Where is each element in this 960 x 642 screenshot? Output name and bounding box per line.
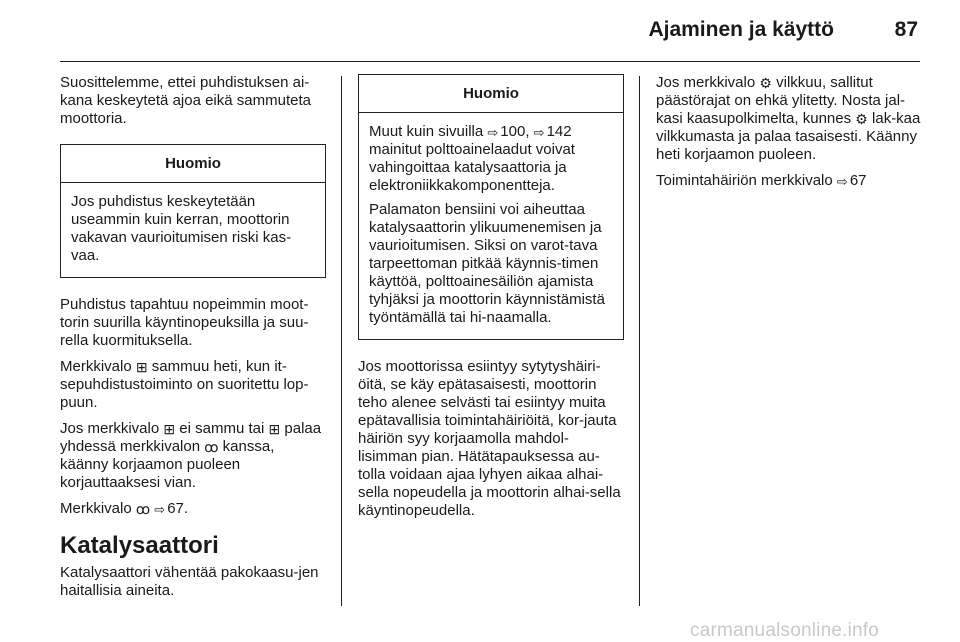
text: Jos merkkivalo [60, 420, 160, 437]
paragraph: Puhdistus tapahtuu nopeimmin moot-torin suurilla käyntinopeuksilla ja suu-rella kuormituksella. [60, 296, 309, 349]
diesel-particulate-filter-icon: ⊞ [163, 421, 176, 437]
note-text: Palamaton bensiini voi aiheuttaa katalysaattorin ylikuumenemisen ja vaurioitumisen. Siksi on varot-tava tarpeettoman pitkää käynnis-timen käyttöä, polttoainesäiliön ajamista tyhjäksi ja moottorin käynnistämistä työntämällä tai hi-naamalla. [369, 201, 605, 326]
section-heading: Katalysaattori [60, 532, 219, 559]
page-header [60, 0, 920, 62]
page-reference-icon[interactable]: ⇨ [533, 125, 545, 140]
paragraph [656, 74, 922, 164]
paragraph: Jos moottorissa esiintyy sytytyshäiri-öitä, se käy epätasaisesti, moottorin teho alenee selvästi tai esiintyy muita epätavallisia toimintahäiriöitä, kor-jauta häiriön syy korjaamolla mahdol-lisimman pian. Hätätapauksessa au-tolla voidaan ajaa lyhyen aikaa alhai-sella nopeudella ja moottorin alhai-sella käyntinopeudella. [358, 358, 621, 519]
note-body [61, 183, 325, 277]
column-divider [639, 76, 640, 606]
text: Jos merkkivalo [656, 74, 756, 91]
watermark: carmanualsonline.info [690, 620, 880, 641]
page-reference[interactable]: 142 [546, 123, 572, 140]
glow-plug-icon: ꝏ [204, 439, 219, 455]
text: kanssa, käänny korjaamon puoleen korjauttaaksesi vian. [60, 438, 275, 491]
note-text: Jos puhdistus keskeytetään useammin kuin kerran, moottorin vakavan vaurioitumisen riski kas-vaa. [71, 193, 292, 264]
note-title: Huomio [61, 145, 325, 183]
page-reference-icon[interactable]: ⇨ [836, 174, 848, 189]
text: vilkkuu, sallitut päästörajat on ehkä ylitetty. Nosta jal-kasi kaasupolkimelta, kunnes [656, 74, 906, 127]
paragraph [60, 420, 326, 492]
engine-check-icon: ⚙ [855, 111, 868, 127]
paragraph: Katalysaattori vähentää pakokaasu-jen haitallisia aineita. [60, 564, 319, 599]
diesel-particulate-filter-icon: ⊞ [135, 359, 148, 375]
note-body [359, 113, 623, 339]
page-reference[interactable]: 100, [500, 123, 530, 140]
text: lak-kaa vilkkumasta ja palaa tasaisesti. Käänny heti korjaamon puoleen. [656, 110, 921, 163]
note-box [358, 74, 624, 340]
page-reference[interactable]: 67. [167, 500, 189, 517]
note-title: Huomio [359, 75, 623, 113]
paragraph [60, 500, 326, 518]
column-left [60, 74, 326, 608]
page-reference-icon[interactable]: ⇨ [154, 502, 166, 517]
note-box [60, 144, 326, 278]
text: Muut kuin sivuilla [369, 123, 484, 140]
page-reference-icon[interactable]: ⇨ [487, 125, 499, 140]
column-middle [358, 74, 624, 528]
page-number: 87 [894, 18, 918, 41]
page-reference[interactable]: 67 [849, 172, 867, 189]
paragraph: Suosittelemme, ettei puhdistuksen ai-kana keskeytetä ajoa eikä sammuteta moottoria. [60, 74, 311, 127]
note-text [369, 123, 613, 195]
text: sammuu heti, kun it-sepuhdistustoiminto on suoritettu lop-puun. [60, 358, 309, 411]
engine-check-icon: ⚙ [759, 75, 772, 91]
paragraph [656, 172, 922, 190]
paragraph [60, 358, 326, 412]
text: ei sammu tai [179, 420, 265, 437]
column-divider [341, 76, 342, 606]
text: Merkkivalo [60, 500, 132, 517]
text: Toimintahäiriön merkkivalo [656, 172, 833, 189]
text: palaa yhdessä merkkivalon [60, 420, 322, 455]
header-title: Ajaminen ja käyttö [648, 18, 834, 41]
text: mainitut polttoainelaadut voivat vahingoittaa katalysaattoria ja elektroniikkakomponentteja. [369, 141, 575, 194]
column-right [656, 74, 922, 198]
glow-plug-icon: ꝏ [135, 501, 151, 517]
text: Merkkivalo [60, 358, 132, 375]
diesel-particulate-filter-icon: ⊞ [268, 421, 281, 437]
